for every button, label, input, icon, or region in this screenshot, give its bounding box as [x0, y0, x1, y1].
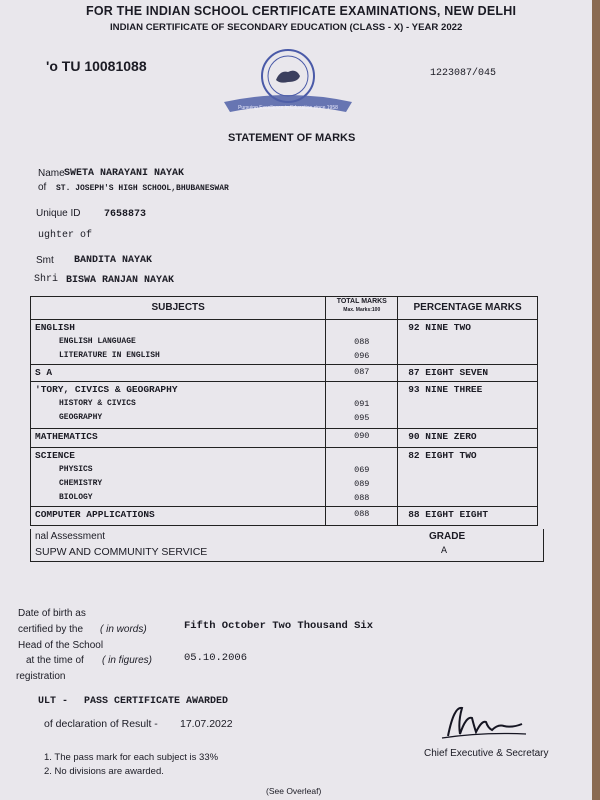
school-label: of [38, 182, 47, 193]
subjects-header: SUBJECTS [31, 297, 326, 320]
component-name: GEOGRAPHY [59, 413, 103, 422]
component-mark: 091 [354, 399, 370, 409]
max-marks-note: Max. Marks:100 [343, 307, 381, 313]
relation-label: ughter of [38, 230, 93, 241]
table-row [31, 365, 538, 382]
signature-icon [440, 700, 530, 742]
percentage-value: 82 EIGHT TWO [398, 448, 538, 507]
component-mark: 096 [354, 351, 370, 361]
total-mark: 087 [326, 365, 398, 382]
note-item: 1. The pass mark for each subject is 33% [44, 752, 219, 763]
unique-id: 7658873 [104, 209, 147, 220]
component-name: LITERATURE IN ENGLISH [59, 351, 160, 360]
student-name: SWETA NARAYANI NAYAK [64, 168, 185, 179]
internal-assessment-item: SUPW AND COMMUNITY SERVICE [35, 546, 208, 558]
table-header-row [31, 297, 538, 320]
subject-name: ENGLISH [35, 322, 75, 333]
result-label: ULT - [38, 696, 69, 707]
dob-label-line: at the time of [26, 655, 84, 666]
reference-number: 1223087/045 [430, 68, 497, 79]
percentage-value: 93 NINE THREE [398, 382, 538, 429]
see-overleaf-note: (See Overleaf) [266, 786, 322, 796]
percentage-value: 88 EIGHT EIGHT [398, 507, 538, 526]
dob-label-line: Head of the School [18, 640, 104, 651]
dob-label-line: Date of birth as [18, 608, 86, 619]
total-mark: 090 [326, 429, 398, 448]
component-mark: 088 [354, 337, 370, 347]
component-name: ENGLISH LANGUAGE [59, 337, 136, 346]
declaration-date: 17.07.2022 [180, 718, 233, 730]
marks-table [30, 296, 538, 526]
grade-value: A [441, 546, 448, 557]
table-row [31, 507, 538, 526]
table-row [31, 320, 538, 365]
declaration-label: of declaration of Result - [44, 718, 158, 730]
total-mark: 088 [326, 507, 398, 526]
percentage-value: 87 EIGHT SEVEN [398, 365, 538, 382]
internal-assessment-label: nal Assessment [35, 531, 106, 542]
dob-in-figures: 05.10.2006 [184, 652, 248, 664]
component-mark: 088 [354, 493, 370, 503]
subject-name: MATHEMATICS [31, 429, 326, 448]
dob-in-words: Fifth October Two Thousand Six [184, 620, 374, 632]
name-label: Name [38, 168, 65, 179]
subject-name: SCIENCE [35, 450, 75, 461]
subject-name: COMPUTER APPLICATIONS [31, 507, 326, 526]
component-mark: 069 [354, 465, 370, 475]
grade-header: GRADE [429, 531, 466, 542]
note-item: 2. No divisions are awarded. [44, 766, 164, 777]
component-name: HISTORY & CIVICS [59, 399, 136, 408]
figures-label: ( in figures) [102, 655, 153, 666]
percentage-value: 92 NINE TWO [398, 320, 538, 365]
words-label: ( in words) [100, 624, 147, 635]
page-title: STATEMENT OF MARKS [228, 132, 356, 144]
component-mark: 095 [354, 413, 370, 423]
dob-label-line: registration [16, 671, 66, 682]
total-marks-header: TOTAL MARKS Max. Marks:100 [326, 297, 398, 320]
table-row [31, 448, 538, 507]
percentage-header: PERCENTAGE MARKS [398, 297, 538, 320]
component-name: CHEMISTRY [59, 479, 103, 488]
internal-assessment-box [30, 529, 544, 562]
table-row [31, 429, 538, 448]
table-row [31, 382, 538, 429]
subject-name: S A [31, 365, 326, 382]
seal-motto: Pursuing Excellence in Education since 1958 [238, 105, 338, 111]
component-mark: 089 [354, 479, 370, 489]
school-name: ST. JOSEPH'S HIGH SCHOOL,BHUBANESWAR [56, 184, 229, 193]
mother-name: BANDITA NAYAK [74, 255, 153, 266]
certificate-heading: INDIAN CERTIFICATE OF SECONDARY EDUCATION (CLASS - X) - YEAR 2022 [110, 22, 463, 33]
uid-label: Unique ID [36, 208, 81, 219]
dob-label-line: certified by the [18, 624, 84, 635]
component-name: PHYSICS [59, 465, 93, 474]
result-value: PASS CERTIFICATE AWARDED [84, 696, 229, 707]
percentage-value: 90 NINE ZERO [398, 429, 538, 448]
council-heading: FOR THE INDIAN SCHOOL CERTIFICATE EXAMINATIONS, NEW DELHI [86, 4, 517, 18]
father-label: Shri [34, 274, 59, 285]
mother-label: Smt [36, 255, 54, 266]
subject-name: 'TORY, CIVICS & GEOGRAPHY [35, 384, 178, 395]
component-name: BIOLOGY [59, 493, 93, 502]
certificate-number: 'o TU 10081088 [46, 58, 147, 74]
signature-caption: Chief Executive & Secretary [424, 748, 549, 759]
council-seal-icon [218, 46, 358, 126]
father-name: BISWA RANJAN NAYAK [66, 275, 175, 286]
